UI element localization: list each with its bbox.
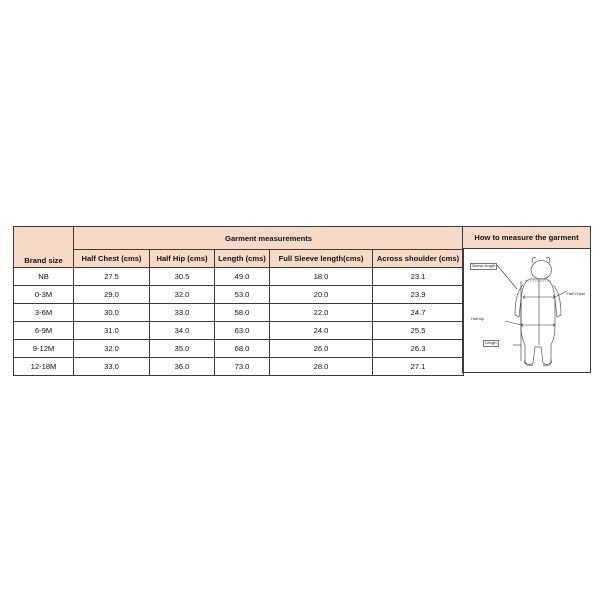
column-header-full-sleeve: Full Sleeve length(cms) <box>270 250 373 268</box>
brand-size-cell: 6-9M <box>14 322 74 340</box>
half-hip-cell: 35.0 <box>150 340 215 358</box>
column-header-half-hip: Half Hip (cms) <box>150 250 215 268</box>
half-chest-cell: 27.5 <box>74 268 150 286</box>
brand-size-cell: 9-12M <box>14 340 74 358</box>
brand-size-header: Brand size <box>14 227 74 268</box>
length-cell: 58.0 <box>215 304 270 322</box>
how-to-measure-title: How to measure the garment <box>463 227 590 249</box>
half-hip-cell: 36.0 <box>150 358 215 376</box>
measurement-table <box>13 226 464 376</box>
sleeve-length-label: Sleeve length <box>472 264 496 268</box>
size-chart <box>13 226 591 374</box>
across-shoulder-cell: 26.3 <box>373 340 464 358</box>
table-row <box>14 340 464 358</box>
full-sleeve-cell: 26.0 <box>270 340 373 358</box>
across-shoulder-cell: 27.1 <box>373 358 464 376</box>
half-hip-label: Half hip <box>471 317 484 321</box>
column-header-half-chest: Half Chest (cms) <box>74 250 150 268</box>
half-chest-cell: 29.0 <box>74 286 150 304</box>
how-to-measure-panel <box>462 226 591 373</box>
column-header-across-shoulder: Across shoulder (cms) <box>373 250 464 268</box>
brand-size-cell: 0-3M <box>14 286 74 304</box>
across-shoulder-cell: 23.9 <box>373 286 464 304</box>
half-chest-cell: 32.0 <box>74 340 150 358</box>
full-sleeve-cell: 28.0 <box>270 358 373 376</box>
across-shoulder-cell: 25.5 <box>373 322 464 340</box>
table-row <box>14 286 464 304</box>
half-chest-cell: 30.0 <box>74 304 150 322</box>
garment-measurements-header: Garment measurements <box>74 227 464 250</box>
across-shoulder-cell: 24.7 <box>373 304 464 322</box>
half-hip-cell: 34.0 <box>150 322 215 340</box>
half-chest-cell: 33.0 <box>74 358 150 376</box>
length-label: Length <box>485 341 497 345</box>
full-sleeve-cell: 24.0 <box>270 322 373 340</box>
half-hip-cell: 30.5 <box>150 268 215 286</box>
length-cell: 49.0 <box>215 268 270 286</box>
half-hip-cell: 32.0 <box>150 286 215 304</box>
length-cell: 63.0 <box>215 322 270 340</box>
brand-size-cell: NB <box>14 268 74 286</box>
column-header-length: Length (cms) <box>215 250 270 268</box>
table-row <box>14 322 464 340</box>
table-row <box>14 304 464 322</box>
length-cell: 73.0 <box>215 358 270 376</box>
brand-size-cell: 12-18M <box>14 358 74 376</box>
brand-size-cell: 3-6M <box>14 304 74 322</box>
length-cell: 68.0 <box>215 340 270 358</box>
table-row <box>14 358 464 376</box>
full-sleeve-cell: 18.0 <box>270 268 373 286</box>
across-shoulder-cell: 23.1 <box>373 268 464 286</box>
garment-diagram <box>463 249 590 374</box>
half-chest-label: Half Chest <box>567 292 585 296</box>
full-sleeve-cell: 20.0 <box>270 286 373 304</box>
length-cell: 53.0 <box>215 286 270 304</box>
table-row <box>14 268 464 286</box>
half-hip-cell: 33.0 <box>150 304 215 322</box>
half-chest-cell: 31.0 <box>74 322 150 340</box>
full-sleeve-cell: 22.0 <box>270 304 373 322</box>
